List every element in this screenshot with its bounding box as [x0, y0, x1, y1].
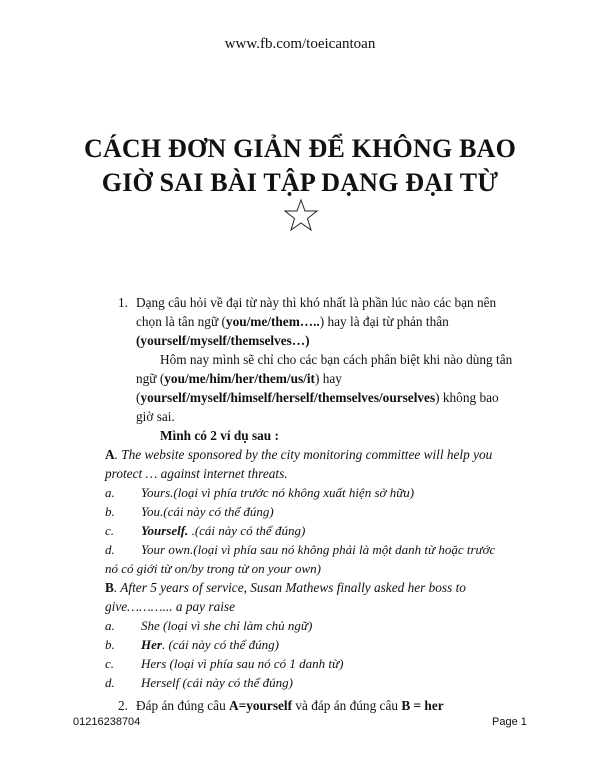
- example-a-option-b: b. You.(cái này có thể đúng): [105, 504, 274, 519]
- item-1-number: 1.: [118, 295, 128, 310]
- item-1-line-4: Hôm nay mình sẽ chỉ cho các bạn cách phân biệt khi nào dùng tân: [160, 352, 513, 367]
- example-a-option-d: d. Your own.(loại vì phía sau nó không phải là một danh từ hoặc trước nó có giới từ on/by trong từ on your own): [105, 542, 496, 576]
- item-1-line-6: (yourself/myself/himself/herself/themselves/ourselves) không bao: [136, 390, 499, 405]
- example-a-option-a: a. Yours.(loại vì phía trước nó không xuất hiện sở hữu): [105, 485, 415, 500]
- example-b-sentence: B. After 5 years of service, Susan Mathews finally asked her boss to give………... a pay raise: [105, 580, 466, 614]
- title-line-2: GIỜ SAI BÀI TẬP DẠNG ĐẠI TỪ: [101, 168, 499, 197]
- example-a-label: A: [105, 447, 115, 462]
- item-1-line-3: (yourself/myself/themselves…): [136, 333, 310, 348]
- item-1-line-5: ngữ (you/me/him/her/them/us/it) hay: [136, 371, 342, 386]
- star-icon: [284, 198, 318, 232]
- example-a-sentence: A. The website sponsored by the city monitoring committee will help you protect … against internet threats.: [105, 447, 493, 481]
- item-2: 2. Đáp án đúng câu A=yourself và đáp án đúng câu B = her: [118, 698, 444, 713]
- title-line-1: CÁCH ĐƠN GIẢN ĐỂ KHÔNG BAO: [83, 134, 517, 163]
- footer-page-number: Page 1: [492, 716, 527, 728]
- footer-phone: 01216238704: [73, 716, 141, 728]
- example-b-option-c: c. Hers (loại vì phía sau nó có 1 danh từ): [105, 656, 344, 671]
- examples-heading: Mình có 2 ví dụ sau :: [160, 428, 279, 443]
- example-b-option-a: a. She (loại vì she chỉ làm chủ ngữ): [105, 618, 313, 633]
- item-1-line-1: Dạng câu hỏi về đại từ này thì khó nhất là phần lúc nào các bạn nên: [136, 295, 497, 310]
- item-1-line-7: giờ sai.: [136, 409, 175, 424]
- item-1-line-2: chọn là tân ngữ (you/me/them…..) hay là đại từ phản thân: [136, 314, 449, 329]
- example-a-option-c: c. Yourself. .(cái này có thể đúng): [105, 523, 306, 538]
- example-b-option-b: b. Her. (cái này có thể đúng): [105, 637, 279, 652]
- item-1: [118, 293, 530, 445]
- example-b-option-d: d. Herself (cái này có thể đúng): [105, 675, 293, 690]
- example-b-label: B: [105, 580, 114, 595]
- page-title: [0, 132, 600, 200]
- header-url: www.fb.com/toeicantoan: [224, 36, 376, 52]
